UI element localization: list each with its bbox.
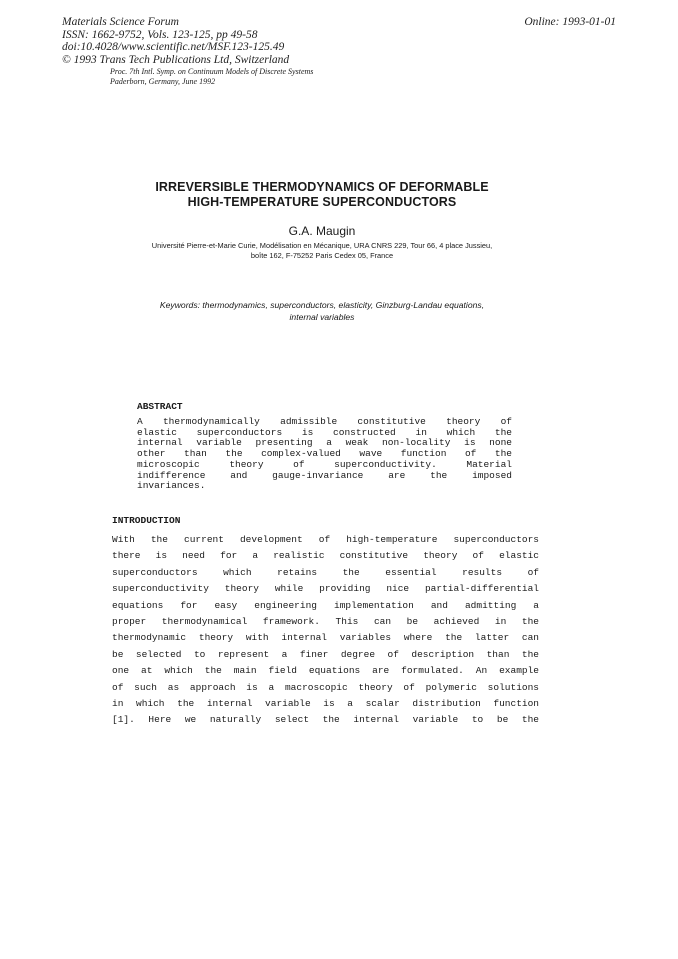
abstract-line: A thermodynamically admissible constitutive theory of <box>137 416 512 427</box>
introduction-line: in which the internal variable is a scalar distribution function <box>112 698 539 710</box>
journal-name: Materials Science Forum <box>62 16 179 28</box>
keywords-line: internal variables <box>289 312 355 322</box>
affiliation-line: boîte 162, F-75252 Paris Cedex 05, France <box>250 251 394 260</box>
introduction-body <box>112 532 539 729</box>
abstract-line: elastic superconductors is constructed in which the <box>137 426 512 438</box>
affiliation <box>100 241 544 261</box>
abstract-line: indifference and gauge-invariance are the imposed <box>137 469 512 481</box>
introduction-line: [1]. Here we naturally select the internal variable to be the <box>112 714 539 726</box>
introduction-line: proper thermodynamical framework. This can be achieved in the <box>112 616 539 628</box>
proceedings-info <box>110 67 313 87</box>
issn-line: ISSN: 1662-9752, Vols. 123-125, pp 49-58 <box>62 28 258 41</box>
paper-title <box>110 180 534 210</box>
introduction-line: of such as approach is a macroscopic theory of polymeric solutions <box>112 681 539 693</box>
keywords-line: Keywords: thermodynamics, superconductors, elasticity, Ginzburg-Landau equations, <box>159 300 485 310</box>
introduction-line: there is need for a realistic constitutive theory of elastic <box>112 550 539 562</box>
introduction-line: superconductors which retains the essential results of <box>112 566 539 578</box>
abstract-line: other than the complex-valued wave function of the <box>137 448 512 460</box>
copyright-line: © 1993 Trans Tech Publications Ltd, Switzerland <box>62 53 290 66</box>
proceedings-location: Paderborn, Germany, June 1992 <box>110 77 216 86</box>
abstract-heading: ABSTRACT <box>137 401 183 412</box>
online-date: Online: 1993-01-01 <box>524 16 616 28</box>
introduction-line: With the current development of high-temperature superconductors <box>112 534 539 545</box>
abstract-line: invariances. <box>137 480 206 492</box>
title-line: IRREVERSIBLE THERMODYNAMICS OF DEFORMABLE <box>155 180 489 194</box>
doi-line: doi:10.4028/www.scientific.net/MSF.123-125.49 <box>62 41 285 53</box>
introduction-line: be selected to represent a finer degree of description than the <box>112 648 539 660</box>
proceedings-title: Proc. 7th Intl. Symp. on Continuum Models of Discrete Systems <box>110 67 314 76</box>
introduction-line: equations for easy engineering implementation and admitting a <box>112 599 539 611</box>
abstract-line: internal variable presenting a weak non-locality is none <box>137 437 512 449</box>
introduction-line: one at which the main field equations are formulated. An example <box>112 665 539 677</box>
introduction-line: thermodynamic theory with internal variables where the latter can <box>112 632 539 644</box>
affiliation-line: Université Pierre-et-Marie Curie, Modélisation en Mécanique, URA CNRS 229, Tour 66, 4 place Jussieu, <box>151 241 493 250</box>
introduction-line: superconductivity theory while providing nice partial-differential <box>112 583 539 595</box>
author-name: G.A. Maugin <box>288 224 356 238</box>
title-line: HIGH-TEMPERATURE SUPERCONDUCTORS <box>187 195 457 209</box>
abstract-line: microscopic theory of superconductivity. Material <box>137 458 512 470</box>
introduction-heading: INTRODUCTION <box>112 515 181 526</box>
publication-info <box>62 16 289 66</box>
abstract-body <box>137 417 512 492</box>
keywords <box>110 299 534 323</box>
